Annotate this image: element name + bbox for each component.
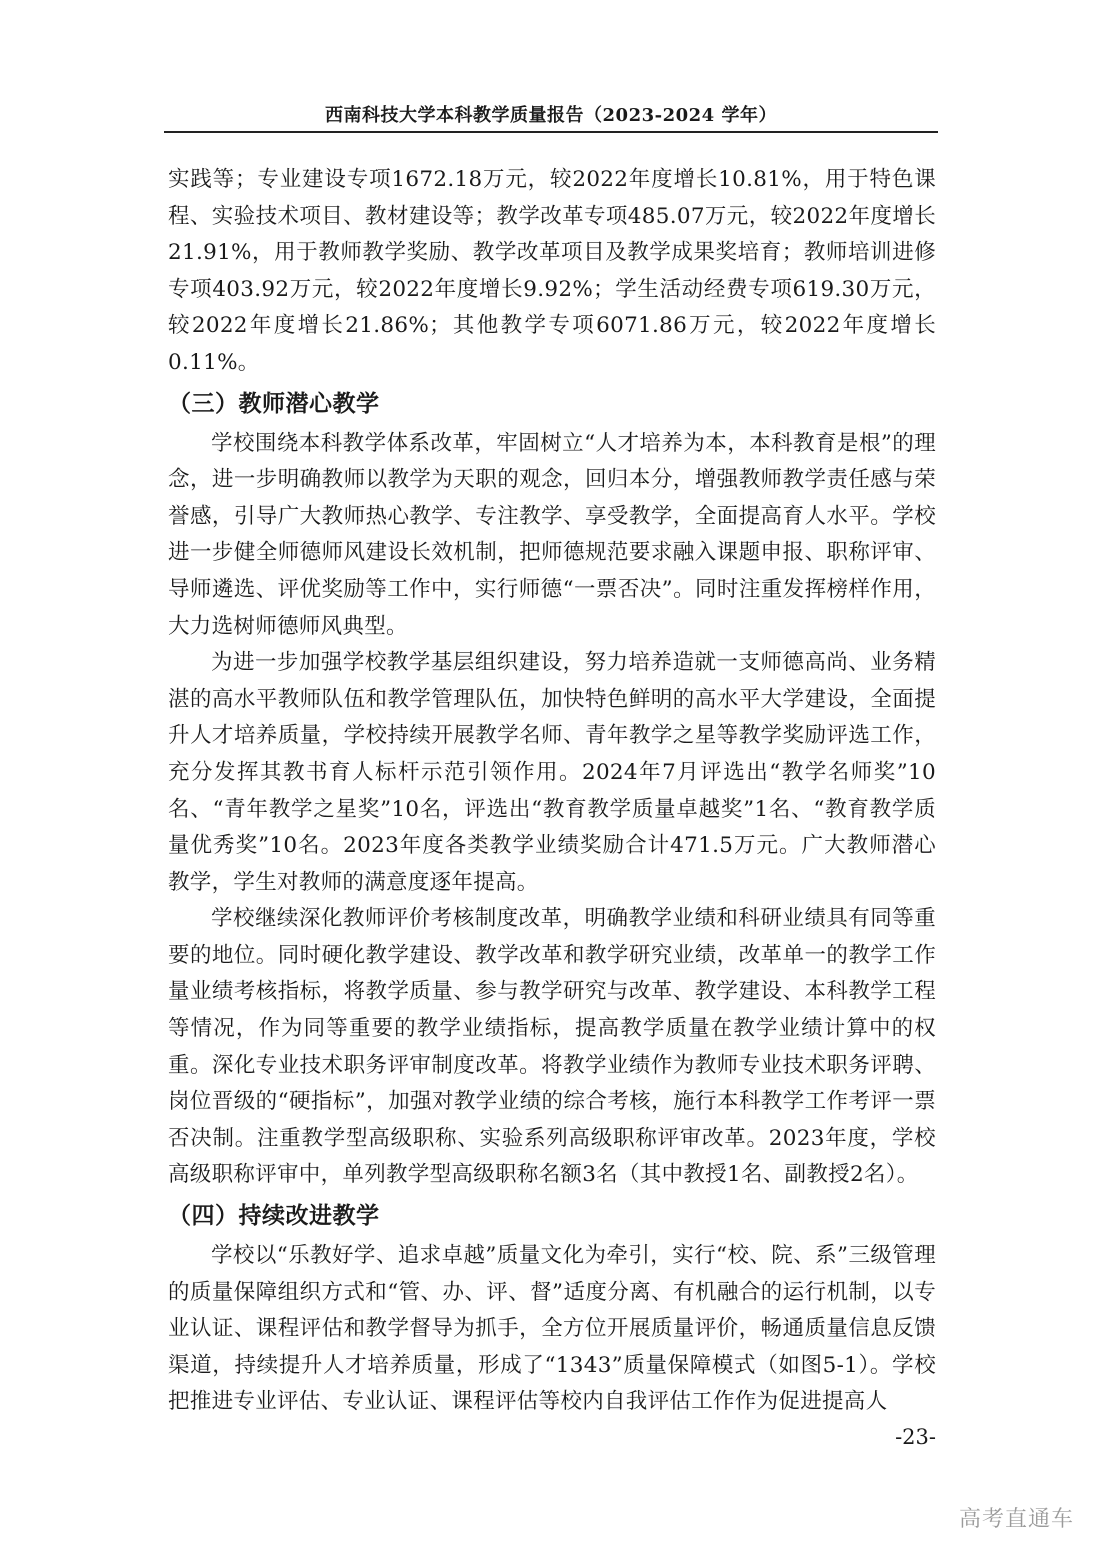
paragraph-teaching-awards: 为进一步加强学校教学基层组织建设，努力培养造就一支师德高尚、业务精湛的高水平教师队伍和教学管理队伍，加快特色鲜明的高水平大学建设，全面提升人才培养质量，学校持续开展教学名师、青年教学之星等教学奖励评选工作，充分发挥其教书育人标杆示范引领作用。2024年7月评选出“教学名师奖”10名、“青年教学之星奖”10名，评选出“教育教学质量卓越奖”1名、“教育教学质量优秀奖”10名。2023年度各类教学业绩奖励合计471.5万元。广大教师潜心教学，学生对教师的满意度逐年提高。 bbox=[168, 650, 936, 895]
paragraph-quality-assurance: 学校以“乐教好学、追求卓越”质量文化为牵引，实行“校、院、系”三级管理的质量保障组织方式和“管、办、评、督”适度分离、有机融合的运行机制，以专业认证、课程评估和教学督导为抓手，全方位开展质量评价，畅通质量信息反馈渠道，持续提升人才培养质量，形成了“1343”质量保障模式（如图5-1）。学校把推进专业评估、专业认证、课程评估等校内自我评估工作作为促进提高人 bbox=[168, 1243, 936, 1415]
paragraph-teacher-ethics: 学校围绕本科教学体系改革，牢固树立“人才培养为本，本科教育是根”的理念，进一步明确教师以教学为天职的观念，回归本分，增强教师教学责任感与荣誉感，引导广大教师热心教学、专注教学、享受教学，全面提高育人水平。学校进一步健全师德师风建设长效机制，把师德规范要求融入课题申报、职称评审、导师遴选、评优奖励等工作中，实行师德“一票否决”。同时注重发挥榜样作用，大力选树师德师风典型。 bbox=[168, 430, 936, 639]
document-body bbox=[168, 162, 936, 1421]
section-heading-improvement: （四）持续改进教学 bbox=[168, 1203, 380, 1230]
page-number: -23- bbox=[895, 1425, 936, 1449]
paragraph-funding-continued: 实践等；专业建设专项1672.18万元，较2022年度增长10.81%，用于特色课程、实验技术项目、教材建设等；教学改革专项485.07万元，较2022年度增长21.91%，用于教师教学奖励、教学改革项目及教学成果奖培育；教师培训进修专项403.92万元，较2022年度增长9.92%；学生活动经费专项619.30万元，较2022年度增长21.86%；其他教学专项6071.86万元，较2022年度增长0.11%。 bbox=[168, 167, 936, 375]
section-heading-teachers: （三）教师潜心教学 bbox=[168, 390, 380, 417]
header-title: 西南科技大学本科教学质量报告（2023-2024 学年） bbox=[325, 105, 777, 126]
paragraph-evaluation-reform: 学校继续深化教师评价考核制度改革，明确教学业绩和科研业绩具有同等重要的地位。同时硬化教学建设、教学改革和教学研究业绩，改革单一的教学工作量业绩考核指标，将教学质量、参与教学研究与改革、教学建设、本科教学工程等情况，作为同等重要的教学业绩指标，提高教学质量在教学业绩计算中的权重。深化专业技术职务评审制度改革。将教学业绩作为教师专业技术职务评聘、岗位晋级的“硬指标”，加强对教学业绩的综合考核，施行本科教学工作考评一票否决制。注重教学型高级职称、实验系列高级职称评审改革。2023年度，学校高级职称评审中，单列教学型高级职称名额3名（其中教授1名、副教授2名）。 bbox=[168, 906, 936, 1188]
page-header bbox=[164, 101, 938, 133]
watermark-text: 高考直通车 bbox=[958, 1507, 1074, 1532]
